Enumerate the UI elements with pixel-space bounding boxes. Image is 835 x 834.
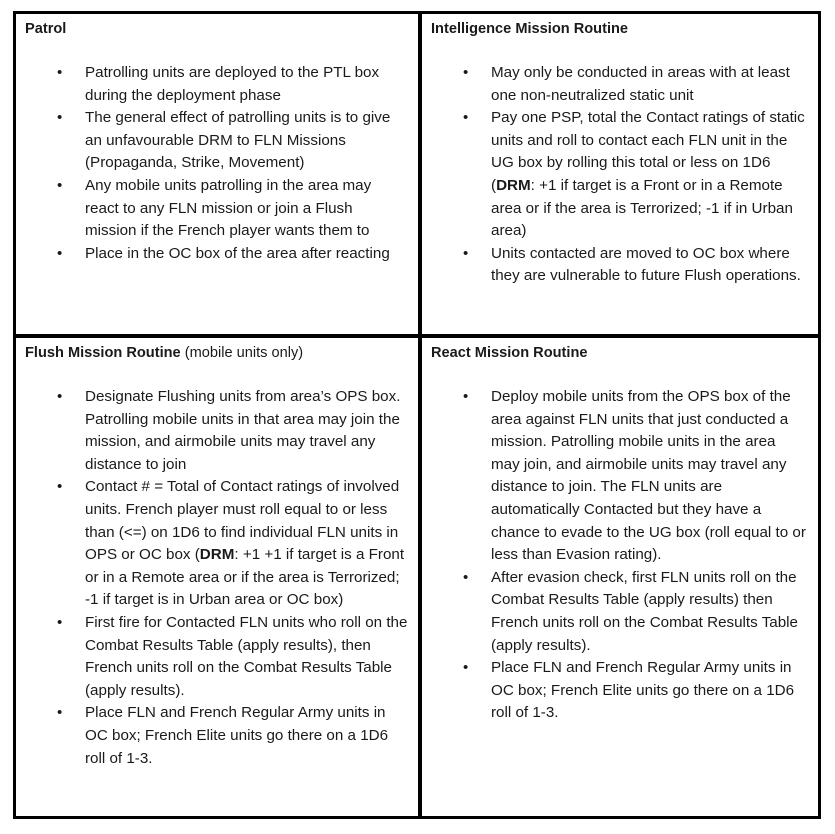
bullet-icon: • [57,478,63,496]
list-item: • May only be conducted in areas with at least one non-neutralized static unit [463,64,790,104]
patrol-title: Patrol [25,21,67,37]
bullet-icon: • [57,388,63,405]
list-item: • Contact # = Total of Contact ratings of involved units. French player must roll equal to or less than (<=) on 1D6 to find individual FLN units in OPS or OC box (DRM: +1 +1 if target is a Front or in a Remote area or if the area is Terrorized; -1 if target is in Urban area or OC box) [57,478,405,609]
intelligence-list [431,62,808,288]
react-title: React Mission Routine [431,345,588,361]
flush-title: Flush Mission Routine (mobile units only) [25,345,304,361]
flush-cell [16,338,418,816]
bullet-icon: • [57,109,63,127]
bullet-icon: • [463,109,469,127]
list-item: • Designate Flushing units from area’s OPS box. Patrolling mobile units in that area may join the mission, and airmobile units may travel any distance to join [57,388,401,473]
bullet-icon: • [57,704,63,722]
list-item: • Units contacted are moved to OC box where they are vulnerable to future Flush operations. [463,244,801,285]
list-item: • Pay one PSP, total the Contact ratings of static units and roll to contact each FLN unit in the UG box by rolling this total or less on 1D6 (DRM: +1 if target is a Front or in a Remote area or if the area is Terrorized; -1 if in Urban area) [463,109,805,240]
bullet-icon: • [463,64,469,81]
list-item: • Place in the OC box of the area after reacting [25,243,408,266]
bullet-icon: • [463,568,469,586]
patrol-cell [16,14,418,334]
bullet-icon: • [463,388,469,405]
bullet-icon: • [57,244,63,262]
bullet-icon: • [463,244,469,262]
react-list [431,386,808,725]
list-item: • Place FLN and French Regular Army units in OC box; French Elite units go there on a 1D6 roll of 1-3. [463,659,795,722]
list-item: • Deploy mobile units from the OPS box of the area against FLN units that just conducted a mission. Patrolling mobile units in the area may join, and airmobile units may travel any distance to join. The FLN units are automatically Contacted but they have a chance to evade to the UG box (roll equal to or less than Evasion rating). [463,388,806,564]
list-item: • Patrolling units are deployed to the PTL box during the deployment phase [57,64,380,104]
list-item: • The general effect of patrolling units is to give an unfavourable DRM to FLN Missions (Propaganda, Strike, Movement) [57,109,391,172]
list-item: • Place FLN and French Regular Army units in OC box; French Elite units go there on a 1D6 roll of 1-3. [57,704,389,767]
list-item: • First fire for Contacted FLN units who roll on the Combat Results Table (apply results), then French units roll on the Combat Results Table (apply results). [57,613,408,699]
list-item: • Any mobile units patrolling in the area may react to any FLN mission or join a Flush mission if the French player wants them to [57,176,372,240]
intelligence-title: Intelligence Mission Routine [431,21,629,37]
intelligence-cell [422,14,818,334]
patrol-list [25,62,408,265]
bullet-icon: • [57,613,63,631]
react-cell [422,338,818,816]
flush-list [25,386,408,770]
list-item: • After evasion check, first FLN units roll on the Combat Results Table (apply results) then French units roll on the Combat Results Table (apply results). [463,568,798,654]
bullet-icon: • [57,64,63,81]
mission-routines-table [13,11,821,819]
bullet-icon: • [57,176,63,194]
bullet-icon: • [463,659,469,677]
